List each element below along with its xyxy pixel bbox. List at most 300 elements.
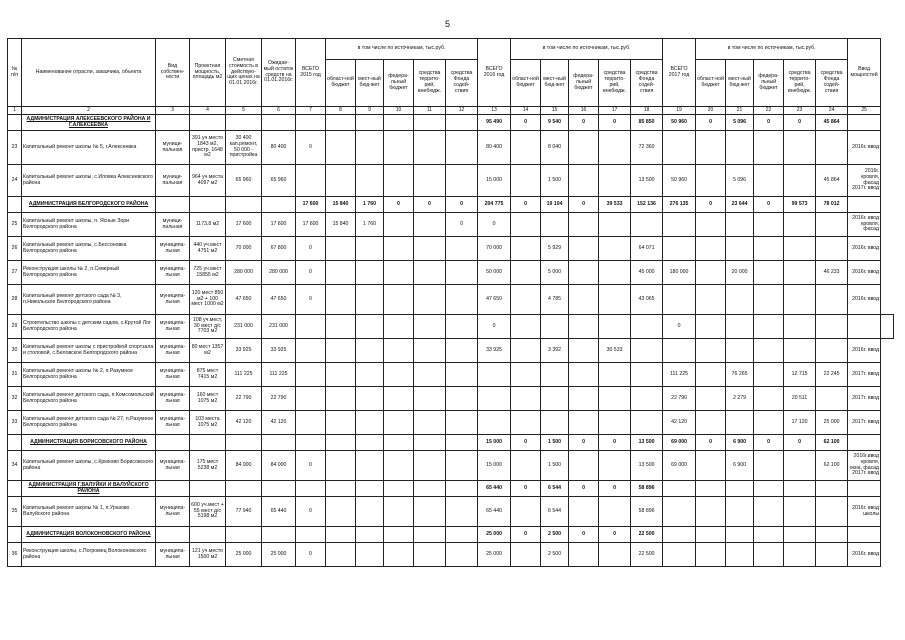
value-cell (446, 527, 478, 543)
value-cell (599, 285, 631, 315)
value-cell: 5 000 (541, 261, 569, 285)
value-cell (226, 481, 262, 497)
value-cell (356, 261, 384, 285)
capacity-input (848, 435, 881, 451)
value-cell (296, 387, 326, 411)
value-cell: 5 096 (726, 165, 754, 197)
object-name: Капитальный ремонт школы с пристройкой спортзала и столовой, с.Беловское Белгородского района (22, 339, 156, 363)
value-cell: 65 960 (262, 165, 296, 197)
header-name: Наименование отрасли, заказчика, объекта (22, 39, 156, 107)
value-cell (384, 481, 414, 497)
value-cell (326, 237, 356, 261)
row-number: 30 (8, 339, 22, 363)
value-cell: 30 533 (599, 339, 631, 363)
value-cell (384, 435, 414, 451)
value-cell (696, 543, 726, 567)
header-capacity: Проектная мощность, площадь м2 (190, 39, 226, 107)
value-cell (663, 527, 696, 543)
value-cell (663, 131, 696, 165)
capacity-cell: 1173,8 м2 (190, 213, 226, 237)
ownership-cell (156, 527, 190, 543)
capacity-cell (190, 481, 226, 497)
value-cell: 2 500 (541, 543, 569, 567)
column-number: 9 (356, 107, 384, 115)
value-cell: 204 775 (478, 197, 511, 213)
value-cell: 111 225 (226, 363, 262, 387)
value-cell (726, 285, 754, 315)
header-source-2015-1: мест-ный бюд-жет (356, 60, 384, 107)
value-cell (446, 451, 478, 481)
value-cell: 0 (296, 237, 326, 261)
value-cell (414, 261, 446, 285)
value-cell (446, 497, 478, 527)
value-cell (696, 261, 726, 285)
value-cell: 65 440 (262, 497, 296, 527)
value-cell (696, 411, 726, 435)
value-cell: 0 (478, 315, 511, 339)
value-cell (226, 527, 262, 543)
value-cell: 0 (569, 115, 599, 131)
value-cell: 0 (569, 197, 599, 213)
row-number: 28 (8, 285, 22, 315)
value-cell: 13 500 (631, 165, 663, 197)
value-cell (754, 315, 784, 339)
header-source-2017-0: област-ной бюджет (696, 60, 726, 107)
value-cell (296, 435, 326, 451)
header-owner: Вид собствен-ности (156, 39, 190, 107)
value-cell (663, 481, 696, 497)
object-name: Капитальный ремонт школы № 2, п.Разумное Белгородского района (22, 363, 156, 387)
value-cell: 65 960 (226, 165, 262, 197)
header-sources-2015: в том числе по источникам, тыс.руб. (326, 39, 478, 60)
value-cell (226, 115, 262, 131)
column-number: 22 (754, 107, 784, 115)
value-cell (754, 165, 784, 197)
value-cell (446, 481, 478, 497)
value-cell (569, 497, 599, 527)
value-cell: 17 600 (262, 213, 296, 237)
value-cell: 0 (599, 435, 631, 451)
table-row (8, 165, 894, 197)
value-cell: 17 600 (296, 213, 326, 237)
value-cell (326, 131, 356, 165)
table-row (8, 339, 894, 363)
value-cell: 0 (696, 115, 726, 131)
value-cell (784, 237, 816, 261)
value-cell (414, 131, 446, 165)
value-cell: 0 (696, 197, 726, 213)
section-name: АДМИНИСТРАЦИЯ БЕЛГОРОДСКОГО РАЙОНА (22, 197, 156, 213)
value-cell (784, 481, 816, 497)
value-cell (696, 387, 726, 411)
header-capacity-input: Ввод мощностей (848, 39, 881, 107)
value-cell (631, 411, 663, 435)
value-cell (726, 213, 754, 237)
value-cell (541, 387, 569, 411)
value-cell (726, 339, 754, 363)
value-cell: 33 925 (262, 339, 296, 363)
value-cell (356, 481, 384, 497)
section-row (8, 197, 894, 213)
value-cell (296, 481, 326, 497)
value-cell (384, 237, 414, 261)
value-cell: 6 900 (726, 435, 754, 451)
value-cell (599, 261, 631, 285)
value-cell (816, 543, 848, 567)
capacity-cell: 103 места 1075 м2 (190, 411, 226, 435)
value-cell (356, 237, 384, 261)
value-cell: 0 (663, 315, 696, 339)
value-cell (599, 411, 631, 435)
capacity-input (848, 115, 881, 131)
value-cell: 22 790 (663, 387, 696, 411)
value-cell (754, 339, 784, 363)
value-cell (296, 165, 326, 197)
header-source-2015-3: средства террито-рий, внебюдж. (414, 60, 446, 107)
row-number: 29 (8, 315, 22, 339)
column-number: 6 (262, 107, 296, 115)
value-cell (754, 411, 784, 435)
header-source-2017-4: средства Фонда содей-ствия (816, 60, 848, 107)
value-cell: 25 000 (226, 543, 262, 567)
value-cell (446, 115, 478, 131)
value-cell (356, 497, 384, 527)
value-cell (696, 131, 726, 165)
value-cell: 15 000 (478, 435, 511, 451)
value-cell (384, 315, 414, 339)
value-cell (754, 285, 784, 315)
value-cell (384, 339, 414, 363)
investment-table (7, 38, 894, 567)
value-cell (784, 131, 816, 165)
value-cell (384, 115, 414, 131)
ownership-cell: муниципа-льная (156, 387, 190, 411)
value-cell (696, 339, 726, 363)
capacity-input: 2016г. ввод школы (848, 497, 881, 527)
value-cell (414, 285, 446, 315)
column-number: 12 (446, 107, 478, 115)
value-cell: 20 000 (726, 261, 754, 285)
value-cell (296, 527, 326, 543)
value-cell (326, 481, 356, 497)
value-cell (569, 387, 599, 411)
section-name: АДМИНИСТРАЦИЯ ВОЛОКОНОВСКОГО РАЙОНА (22, 527, 156, 543)
value-cell (511, 339, 541, 363)
value-cell (446, 387, 478, 411)
value-cell: 0 (754, 115, 784, 131)
section-name: АДМИНИСТРАЦИЯ АЛЕКСЕЕВСКОГО РАЙОНА И Г.АЛЕКСЕЕВКА (22, 115, 156, 131)
value-cell (446, 261, 478, 285)
value-cell: 0 (511, 481, 541, 497)
object-name: Капитальный ремонт школы, с.Крюково Борисовского района (22, 451, 156, 481)
header-source-2016-1: мест-ный бюд-жет (541, 60, 569, 107)
value-cell (384, 451, 414, 481)
section-row (8, 481, 894, 497)
capacity-input (848, 197, 881, 213)
value-cell (511, 387, 541, 411)
value-cell: 0 (446, 213, 478, 237)
value-cell (663, 237, 696, 261)
value-cell (816, 481, 848, 497)
value-cell (816, 285, 848, 315)
header-source-2017-3: средства террито-рий, внебюдж. (784, 60, 816, 107)
value-cell: 231 000 (226, 315, 262, 339)
value-cell (754, 213, 784, 237)
value-cell (784, 213, 816, 237)
section-name: АДМИНИСТРАЦИЯ БОРИСОВСКОГО РАЙОНА (22, 435, 156, 451)
value-cell: 80 400 (262, 131, 296, 165)
value-cell (511, 237, 541, 261)
value-cell (384, 387, 414, 411)
value-cell: 22 790 (262, 387, 296, 411)
ownership-cell: муниципа-льная (156, 543, 190, 567)
value-cell: 50 960 (663, 165, 696, 197)
value-cell (296, 363, 326, 387)
value-cell: 0 (511, 435, 541, 451)
value-cell (569, 315, 599, 339)
value-cell (754, 481, 784, 497)
column-number: 3 (156, 107, 190, 115)
row-number: 31 (8, 363, 22, 387)
ownership-cell (156, 481, 190, 497)
value-cell (696, 497, 726, 527)
value-cell (726, 497, 754, 527)
value-cell (356, 115, 384, 131)
value-cell (599, 237, 631, 261)
value-cell (296, 115, 326, 131)
object-name: Капитальный ремонт школы № 1, п.Уразово Валуйского района (22, 497, 156, 527)
value-cell (414, 411, 446, 435)
value-cell: 15 840 (326, 197, 356, 213)
header-source-2016-4: средства Фонда содей-ствия (631, 60, 663, 107)
section-row (8, 527, 894, 543)
value-cell: 0 (296, 451, 326, 481)
value-cell (384, 261, 414, 285)
value-cell (446, 315, 478, 339)
value-cell: 58 896 (631, 497, 663, 527)
header-source-2015-0: област-ной бюджет (326, 60, 356, 107)
value-cell (414, 497, 446, 527)
column-number: 19 (663, 107, 696, 115)
value-cell (816, 213, 848, 237)
ownership-cell: муниципа-льная (156, 237, 190, 261)
ownership-cell: муниципа-льная (156, 411, 190, 435)
value-cell (816, 237, 848, 261)
value-cell: 180 000 (663, 261, 696, 285)
header-source-2016-0: област-ной бюджет (511, 60, 541, 107)
value-cell: 69 000 (663, 435, 696, 451)
value-cell: 276 135 (663, 197, 696, 213)
value-cell: 22 245 (816, 363, 848, 387)
value-cell (356, 543, 384, 567)
value-cell: 50 960 (663, 115, 696, 131)
value-cell (696, 165, 726, 197)
header-source-2016-2: федера-льный бюджет (569, 60, 599, 107)
value-cell (326, 339, 356, 363)
value-cell (569, 411, 599, 435)
table-row (8, 497, 894, 527)
row-number (8, 197, 22, 213)
value-cell (296, 315, 326, 339)
header-sources-2017: в том числе по источникам, тыс.руб. (696, 39, 848, 60)
value-cell (446, 131, 478, 165)
value-cell: 2 279 (726, 387, 754, 411)
value-cell (599, 387, 631, 411)
value-cell (414, 315, 446, 339)
value-cell (696, 451, 726, 481)
capacity-cell: 160 мест 1075 м2 (190, 387, 226, 411)
value-cell: 0 (599, 115, 631, 131)
value-cell: 1 500 (541, 435, 569, 451)
value-cell (326, 543, 356, 567)
value-cell: 0 (696, 435, 726, 451)
row-number: 25 (8, 213, 22, 237)
value-cell (356, 131, 384, 165)
value-cell (356, 411, 384, 435)
value-cell (569, 339, 599, 363)
value-cell (541, 213, 569, 237)
header-total-2015: ВСЕГО 2015 год (296, 39, 326, 107)
value-cell (726, 315, 754, 339)
ownership-cell: муниципа-льная (156, 497, 190, 527)
value-cell: 50 000 (478, 261, 511, 285)
value-cell (726, 481, 754, 497)
value-cell (414, 165, 446, 197)
column-number: 20 (696, 107, 726, 115)
value-cell: 0 (296, 131, 326, 165)
value-cell (326, 165, 356, 197)
capacity-input: 2016г. ввод (848, 131, 881, 165)
capacity-cell: 964 уч.места 4097 м2 (190, 165, 226, 197)
value-cell (384, 165, 414, 197)
value-cell (754, 451, 784, 481)
value-cell (446, 411, 478, 435)
value-cell: 3 392 (541, 339, 569, 363)
value-cell (326, 315, 356, 339)
value-cell (569, 237, 599, 261)
column-number: 4 (190, 107, 226, 115)
value-cell: 12 715 (784, 363, 816, 387)
column-number: 18 (631, 107, 663, 115)
column-number: 1 (8, 107, 22, 115)
value-cell (754, 497, 784, 527)
value-cell (356, 387, 384, 411)
value-cell: 99 573 (784, 197, 816, 213)
column-number: 23 (784, 107, 816, 115)
column-number: 8 (326, 107, 356, 115)
header-source-2015-4: средства Фонда содей-ствия (446, 60, 478, 107)
value-cell (356, 165, 384, 197)
row-number: 33 (8, 411, 22, 435)
value-cell: 280 000 (226, 261, 262, 285)
value-cell: 25 000 (478, 527, 511, 543)
value-cell (414, 481, 446, 497)
value-cell (726, 543, 754, 567)
row-number (8, 527, 22, 543)
value-cell (569, 363, 599, 387)
value-cell (784, 315, 816, 339)
value-cell (599, 451, 631, 481)
value-cell (326, 363, 356, 387)
value-cell (226, 197, 262, 213)
value-cell (784, 543, 816, 567)
value-cell (599, 363, 631, 387)
value-cell: 65 440 (478, 481, 511, 497)
value-cell: 5 929 (541, 237, 569, 261)
column-number: 15 (541, 107, 569, 115)
value-cell: 43 065 (631, 285, 663, 315)
value-cell: 80 400 (478, 131, 511, 165)
value-cell: 0 (414, 197, 446, 213)
value-cell (696, 363, 726, 387)
value-cell (446, 237, 478, 261)
capacity-input: 2016г. ввод (848, 237, 881, 261)
value-cell (446, 543, 478, 567)
column-number: 13 (478, 107, 511, 115)
column-number: 25 (848, 107, 881, 115)
value-cell (384, 213, 414, 237)
value-cell (511, 213, 541, 237)
capacity-input: 2017г. ввод (848, 411, 881, 435)
ownership-cell: муници-пальная (156, 131, 190, 165)
value-cell: 111 225 (262, 363, 296, 387)
value-cell: 15 840 (326, 213, 356, 237)
capacity-input (848, 315, 881, 339)
value-cell (414, 213, 446, 237)
value-cell: 77 940 (226, 497, 262, 527)
value-cell (881, 315, 894, 339)
value-cell (754, 261, 784, 285)
value-cell: 22 500 (631, 527, 663, 543)
value-cell: 0 (296, 261, 326, 285)
capacity-input: 2017г. ввод (848, 363, 881, 387)
value-cell (599, 497, 631, 527)
header-source-2017-2: федера-льный бюджет (754, 60, 784, 107)
value-cell: 47 650 (478, 285, 511, 315)
value-cell (262, 435, 296, 451)
value-cell (446, 165, 478, 197)
value-cell (726, 411, 754, 435)
value-cell (663, 543, 696, 567)
column-number-row (8, 107, 894, 115)
value-cell (384, 543, 414, 567)
value-cell: 0 (478, 213, 511, 237)
value-cell: 23 644 (726, 197, 754, 213)
value-cell (384, 527, 414, 543)
value-cell (414, 363, 446, 387)
value-cell (816, 315, 848, 339)
capacity-cell: 121 уч.место 1500 м2 (190, 543, 226, 567)
ownership-cell: муниципа-льная (156, 285, 190, 315)
row-number (8, 435, 22, 451)
table-row (8, 387, 894, 411)
column-number: 16 (569, 107, 599, 115)
value-cell (296, 339, 326, 363)
value-cell: 69 000 (663, 451, 696, 481)
value-cell (784, 261, 816, 285)
object-name: Капитальный ремонт детского сада, п.Комсомольский Белгородского района (22, 387, 156, 411)
value-cell (784, 285, 816, 315)
value-cell: 17 600 (296, 197, 326, 213)
value-cell (384, 411, 414, 435)
value-cell: 2 500 (541, 527, 569, 543)
value-cell: 33 925 (478, 339, 511, 363)
capacity-cell: 120 мест 850 м2 + 100 мест 1000 м2 (190, 285, 226, 315)
capacity-input: 2016г. ввод (848, 339, 881, 363)
value-cell: 25 000 (262, 543, 296, 567)
header-source-2015-2: федера-льный бюджет (384, 60, 414, 107)
value-cell: 42 120 (663, 411, 696, 435)
